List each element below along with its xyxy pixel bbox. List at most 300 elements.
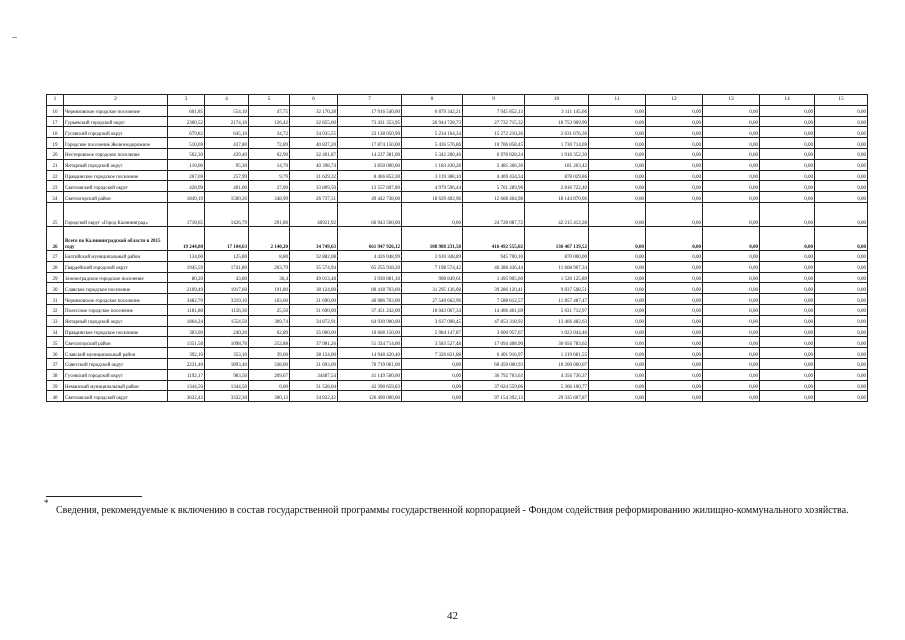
value-cell: 0,00 — [646, 272, 703, 283]
value-cell: 0,00 — [760, 261, 815, 272]
value-cell: 27,09 — [249, 181, 290, 192]
value-cell: 0,00 — [703, 348, 760, 359]
value-cell: 0,00 — [703, 226, 760, 250]
value-cell: 0,00 — [646, 294, 703, 305]
value-cell: 0,00 — [703, 369, 760, 380]
municipality-name: Гусевский городской округ — [64, 369, 168, 380]
value-cell: 3 111 145,66 — [525, 105, 589, 116]
value-cell: 34487,54 — [290, 369, 338, 380]
value-cell: 6 879 342,21 — [402, 105, 463, 116]
data-table — [46, 94, 868, 402]
value-cell: 1181,80 — [168, 304, 205, 315]
row-number: 17 — [47, 116, 64, 127]
value-cell: 46 986 763,00 — [338, 294, 402, 305]
value-cell: 72,89 — [249, 138, 290, 149]
value-cell: 0,00 — [703, 326, 760, 337]
value-cell: 338,00 — [249, 358, 290, 369]
table-row — [47, 348, 868, 359]
page-number: 42 — [447, 610, 458, 622]
value-cell: 0,00 — [815, 304, 868, 315]
value-cell: 64 930 900,00 — [338, 315, 402, 326]
value-cell: 4 469 434,34 — [463, 170, 525, 181]
row-number: 24 — [47, 192, 64, 203]
value-cell: 31 693,09 — [290, 358, 338, 369]
value-cell: 3332,30 — [205, 391, 249, 402]
municipality-name: Светловский городской округ — [64, 391, 168, 402]
value-cell: 0,00 — [703, 261, 760, 272]
value-cell: 43,80 — [205, 272, 249, 283]
row-number: 22 — [47, 170, 64, 181]
value-cell: 6 978 828,24 — [463, 148, 525, 159]
value-cell: 0,00 — [760, 391, 815, 402]
value-cell: 0,00 — [589, 116, 646, 127]
table-row — [47, 380, 868, 391]
value-cell: 46 388 436,44 — [463, 261, 525, 272]
value-cell: 0,00 — [760, 138, 815, 149]
header-cell: 11 — [589, 95, 646, 106]
value-cell: 39 286 120,41 — [463, 283, 525, 294]
footnote-separator — [46, 496, 142, 497]
value-cell: 17 104,63 — [205, 226, 249, 250]
value-cell: 0,00 — [646, 358, 703, 369]
value-cell: 18 629 402,96 — [402, 192, 463, 203]
value-cell: 0,00 — [589, 283, 646, 294]
value-cell: 14 948 420,40 — [338, 348, 402, 359]
table-row — [47, 358, 868, 369]
value-cell: 0,00 — [815, 369, 868, 380]
value-cell: 34 035,55 — [290, 127, 338, 138]
value-cell: 25,50 — [249, 304, 290, 315]
municipality-name: Черняховское городское поселение — [64, 105, 168, 116]
value-cell: 0,00 — [703, 337, 760, 348]
value-cell: 66 943 500,00 — [338, 202, 402, 226]
value-cell: 32 882,08 — [290, 250, 338, 261]
value-cell: 0,00 — [815, 326, 868, 337]
row-number: 33 — [47, 315, 64, 326]
value-cell: 38 124,00 — [290, 348, 338, 359]
value-cell: 240,20 — [205, 326, 249, 337]
row-number: 31 — [47, 294, 64, 305]
header-cell: 14 — [760, 95, 815, 106]
value-cell: 46921,92 — [290, 202, 338, 226]
value-cell: 60 459 000,93 — [463, 358, 525, 369]
row-number: 27 — [47, 250, 64, 261]
value-cell: 0,00 — [703, 192, 760, 203]
value-cell: 0,00 — [815, 148, 868, 159]
value-cell: 0,00 — [703, 116, 760, 127]
value-cell: 19 244,80 — [168, 226, 205, 250]
value-cell: 0,00 — [760, 127, 815, 138]
value-cell: 0,00 — [703, 272, 760, 283]
row-number: 18 — [47, 127, 64, 138]
header-cell: 9 — [463, 95, 525, 106]
value-cell: 7 945 852,13 — [463, 105, 525, 116]
value-cell: 37 451 242,00 — [338, 304, 402, 315]
value-cell: 0,00 — [646, 315, 703, 326]
value-cell: 0,00 — [402, 202, 463, 226]
value-cell: 0,00 — [589, 391, 646, 402]
value-cell: 0,00 — [646, 261, 703, 272]
value-cell: 33 809,50 — [290, 181, 338, 192]
value-cell: 1849,19 — [168, 192, 205, 203]
value-cell: 0,00 — [760, 315, 815, 326]
value-cell: 34 822,42 — [290, 391, 338, 402]
header-cell: 8 — [402, 95, 463, 106]
value-cell: 1718,65 — [168, 202, 205, 226]
value-cell: 0,00 — [815, 315, 868, 326]
value-cell: 0,00 — [646, 181, 703, 192]
value-cell: 2 610 348,89 — [402, 250, 463, 261]
value-cell: 3 119 388,10 — [402, 170, 463, 181]
value-cell: 0,00 — [703, 202, 760, 226]
value-cell: 267,69 — [168, 170, 205, 181]
value-cell: 0,00 — [703, 159, 760, 170]
table-row — [47, 369, 868, 380]
value-cell: 134,60 — [168, 250, 205, 261]
value-cell: 291,86 — [249, 202, 290, 226]
value-cell: 1192,17 — [168, 369, 205, 380]
value-cell: 0,00 — [815, 358, 868, 369]
value-cell: 108 988 231,58 — [402, 226, 463, 250]
value-cell: 27 732 715,32 — [463, 116, 525, 127]
value-cell: 645,10 — [205, 127, 249, 138]
value-cell: 0,00 — [646, 192, 703, 203]
value-cell: 13 557 607,80 — [338, 181, 402, 192]
value-cell: 41 149 500,00 — [338, 369, 402, 380]
value-cell: 0,00 — [760, 326, 815, 337]
header-cell: 4 — [205, 95, 249, 106]
header-cell: 6 — [290, 95, 338, 106]
row-number: 39 — [47, 380, 64, 391]
municipality-name: Славское городское поселение — [64, 283, 168, 294]
value-cell: 3 637 098,45 — [402, 315, 463, 326]
value-cell: 0,00 — [589, 369, 646, 380]
value-cell: 80 418 763,60 — [338, 283, 402, 294]
value-cell: 0,00 — [589, 202, 646, 226]
value-cell: 97 154 392,13 — [463, 391, 525, 402]
value-cell: 0,00 — [646, 138, 703, 149]
value-cell: 80,20 — [168, 272, 205, 283]
value-cell: 0,00 — [703, 304, 760, 315]
table-row — [47, 226, 868, 250]
value-cell: 126,42 — [249, 116, 290, 127]
value-cell: 7 588 612,57 — [463, 294, 525, 305]
value-cell: 0,00 — [815, 181, 868, 192]
row-number: 32 — [47, 304, 64, 315]
value-cell: 0,00 — [589, 159, 646, 170]
value-cell: 2109,49 — [168, 283, 205, 294]
value-cell: 5 366 100,77 — [525, 380, 589, 391]
value-cell: 0,00 — [703, 170, 760, 181]
value-cell: 0,00 — [815, 261, 868, 272]
value-cell: 502,30 — [168, 148, 205, 159]
value-cell: 661 947 926,12 — [338, 226, 402, 250]
value-cell: 0,00 — [703, 105, 760, 116]
value-cell: 3 930 881,10 — [338, 272, 402, 283]
value-cell: 0,00 — [760, 116, 815, 127]
value-cell: 0,00 — [249, 380, 290, 391]
value-cell: 37 981,26 — [290, 337, 338, 348]
value-cell: 3 583 527,48 — [402, 337, 463, 348]
value-cell: 0,00 — [402, 391, 463, 402]
value-cell: 17 094 408,90 — [463, 337, 525, 348]
value-cell: 14 237 381,00 — [338, 148, 402, 159]
municipality-name: Светлогорский район — [64, 192, 168, 203]
value-cell: 0,00 — [589, 304, 646, 315]
value-cell: 2300,52 — [168, 116, 205, 127]
value-cell: 7 198 574,42 — [402, 261, 463, 272]
value-cell: 0,00 — [815, 294, 868, 305]
value-cell: 0,00 — [815, 116, 868, 127]
value-cell: 14 406 461,69 — [463, 304, 525, 315]
value-cell: 1893,40 — [205, 358, 249, 369]
value-cell: 1 219 681,55 — [525, 348, 589, 359]
value-cell: 0,00 — [760, 148, 815, 159]
value-cell: 0,00 — [760, 337, 815, 348]
value-cell: 0,00 — [646, 250, 703, 261]
value-cell: 1945,59 — [168, 261, 205, 272]
value-cell: 1344,50 — [205, 380, 249, 391]
value-cell: 0,00 — [703, 315, 760, 326]
value-cell: 0,00 — [402, 380, 463, 391]
value-cell: 29 335 607,87 — [525, 391, 589, 402]
value-cell: 601,85 — [168, 105, 205, 116]
value-cell: 1741,80 — [205, 261, 249, 272]
header-cell: 10 — [525, 95, 589, 106]
value-cell: 34 872,91 — [290, 315, 338, 326]
value-cell: 18 144 870,06 — [525, 192, 589, 203]
municipality-name: Городской округ «Город Калининград» — [64, 202, 168, 226]
value-cell: 34,72 — [249, 127, 290, 138]
value-cell: 0,00 — [815, 380, 868, 391]
municipality-name: Черняховское городское поселение — [64, 294, 168, 305]
value-cell: 39,00 — [249, 348, 290, 359]
value-cell: 1 183 430,28 — [402, 159, 463, 170]
value-cell: 554,10 — [205, 105, 249, 116]
value-cell: 13 466 482,63 — [525, 315, 589, 326]
table-row — [47, 272, 868, 283]
municipality-name: Гвардейский городской округ — [64, 261, 168, 272]
table-row — [47, 138, 868, 149]
value-cell: 0,00 — [646, 348, 703, 359]
value-cell: 2 140,20 — [249, 226, 290, 250]
value-cell: 0,00 — [646, 369, 703, 380]
value-cell: 8,80 — [249, 250, 290, 261]
value-cell: 0,00 — [760, 192, 815, 203]
value-cell: 26 737,51 — [290, 192, 338, 203]
header-cell: 12 — [646, 95, 703, 106]
value-cell: 309,74 — [249, 315, 290, 326]
municipality-name: Городское поселение Железнодорожное — [64, 138, 168, 149]
value-cell: 5 436 576,86 — [402, 138, 463, 149]
value-cell: 9,79 — [249, 170, 290, 181]
row-number: 35 — [47, 337, 64, 348]
value-cell: 24 728 087,72 — [463, 202, 525, 226]
value-cell: 2231,40 — [168, 358, 205, 369]
table-row — [47, 326, 868, 337]
value-cell: 0,00 — [646, 159, 703, 170]
value-cell: 51 334 714,00 — [338, 337, 402, 348]
value-cell: 0,00 — [646, 105, 703, 116]
value-cell: 11 668 907,34 — [525, 261, 589, 272]
value-cell: 0,00 — [703, 358, 760, 369]
value-cell: 0,00 — [703, 294, 760, 305]
value-cell: 257,99 — [205, 170, 249, 181]
table-row — [47, 391, 868, 402]
value-cell: 416 492 555,02 — [463, 226, 525, 250]
value-cell: 5 031 712,97 — [525, 304, 589, 315]
value-cell: 0,00 — [589, 326, 646, 337]
value-cell: 31 690,00 — [290, 294, 338, 305]
municipality-name: Янтарный городской округ — [64, 315, 168, 326]
value-cell: 32 401,87 — [290, 148, 338, 159]
value-cell: 38 124,00 — [290, 283, 338, 294]
value-cell: 2174,10 — [205, 116, 249, 127]
value-cell: 47,75 — [249, 105, 290, 116]
value-cell: 0,00 — [646, 283, 703, 294]
value-cell: 42 215 412,28 — [525, 202, 589, 226]
value-cell: 0,00 — [646, 127, 703, 138]
header-cell: 13 — [703, 95, 760, 106]
value-cell: 0,00 — [815, 127, 868, 138]
value-cell: 0,00 — [760, 348, 815, 359]
value-cell: 1098,70 — [205, 337, 249, 348]
value-cell: 0,00 — [589, 181, 646, 192]
value-cell: 62,90 — [249, 148, 290, 159]
value-cell: 1917,60 — [205, 283, 249, 294]
table-row — [47, 294, 868, 305]
value-cell: 0,00 — [646, 226, 703, 250]
value-cell: 31 295 136,68 — [402, 283, 463, 294]
table-row — [47, 105, 868, 116]
row-number: 21 — [47, 159, 64, 170]
value-cell: 0,00 — [760, 170, 815, 181]
value-cell: 0,00 — [815, 250, 868, 261]
value-cell: 110,00 — [168, 159, 205, 170]
municipality-name: Правдинское городское поселение — [64, 326, 168, 337]
value-cell: 0,00 — [703, 138, 760, 149]
value-cell: 2 485 366,30 — [463, 159, 525, 170]
value-cell: 0,00 — [589, 272, 646, 283]
value-cell: 65 255 918,20 — [338, 261, 402, 272]
value-cell: 49 442 738,00 — [338, 192, 402, 203]
value-cell: 37 024 559,06 — [463, 380, 525, 391]
table-row — [47, 261, 868, 272]
table-row — [47, 304, 868, 315]
value-cell: 18 753 909,90 — [525, 116, 589, 127]
header-cell: 3 — [168, 95, 205, 106]
row-number: 29 — [47, 272, 64, 283]
value-cell: 126 490 000,00 — [338, 391, 402, 402]
municipality-name: Балтийский муниципальный район — [64, 250, 168, 261]
value-cell: 0,00 — [815, 159, 868, 170]
value-cell: 0,00 — [760, 380, 815, 391]
value-cell: 4 426 048,99 — [338, 250, 402, 261]
value-cell: 70 719 061,00 — [338, 358, 402, 369]
value-cell: 0,00 — [589, 315, 646, 326]
value-cell: 5 234 164,34 — [402, 127, 463, 138]
value-cell: 3 850 000,00 — [338, 159, 402, 170]
value-cell: 0,00 — [646, 391, 703, 402]
value-cell: 0,00 — [703, 148, 760, 159]
value-cell: 0,00 — [589, 226, 646, 250]
table-row — [47, 116, 868, 127]
value-cell: 181 203,42 — [525, 159, 589, 170]
value-cell: 0,00 — [589, 105, 646, 116]
value-cell: 0,00 — [646, 304, 703, 315]
value-cell: 34 749,63 — [290, 226, 338, 250]
value-cell: 125,80 — [205, 250, 249, 261]
value-cell: 95,30 — [205, 159, 249, 170]
value-cell: 1554,50 — [205, 315, 249, 326]
value-cell: 2 816 722,40 — [525, 181, 589, 192]
header-cell: 1 — [47, 95, 64, 106]
value-cell: 300,13 — [249, 391, 290, 402]
value-cell: 0,00 — [589, 261, 646, 272]
value-cell: 0,00 — [760, 358, 815, 369]
value-cell: 31 528,04 — [290, 380, 338, 391]
value-cell: 49 013,48 — [290, 272, 338, 283]
footnote-mark: * — [44, 498, 49, 508]
value-cell: 0,00 — [760, 272, 815, 283]
value-cell: 0,00 — [760, 283, 815, 294]
value-cell: 10 706 858,45 — [463, 138, 525, 149]
value-cell: 191,80 — [249, 283, 290, 294]
municipality-name: Неманский муниципальный район — [64, 380, 168, 391]
value-cell: 8 466 852,30 — [338, 170, 402, 181]
value-cell: 3 600 957,67 — [463, 326, 525, 337]
value-cell: 0,00 — [589, 250, 646, 261]
value-cell: 0,00 — [815, 337, 868, 348]
value-cell: 0,00 — [703, 283, 760, 294]
value-cell: 18 043 067,34 — [402, 304, 463, 315]
table-row — [47, 170, 868, 181]
value-cell: 348,99 — [249, 192, 290, 203]
value-cell: 36,4 — [249, 272, 290, 283]
value-cell: 353,10 — [205, 348, 249, 359]
value-cell: 0,00 — [646, 148, 703, 159]
value-cell: 47 853 318,92 — [463, 315, 525, 326]
value-cell: 15 272 210,26 — [463, 127, 525, 138]
value-cell: 10 608 150,00 — [338, 326, 402, 337]
value-cell: 0,00 — [646, 202, 703, 226]
value-cell: 1500,20 — [205, 192, 249, 203]
value-cell: 40 827,20 — [290, 138, 338, 149]
value-cell: 0,00 — [646, 116, 703, 127]
table-row — [47, 127, 868, 138]
value-cell: 0,00 — [815, 202, 868, 226]
table-row — [47, 202, 868, 226]
value-cell: 870 000,00 — [525, 250, 589, 261]
municipality-name: Полесское городское поселение — [64, 304, 168, 315]
municipality-name: Зеленоградское городское поселение — [64, 272, 168, 283]
value-cell: 428,09 — [168, 181, 205, 192]
municipality-name: Славский муниципальный район — [64, 348, 168, 359]
municipality-name: Нестеровское городское поселение — [64, 148, 168, 159]
value-cell: 252,88 — [249, 337, 290, 348]
value-cell: 0,00 — [815, 348, 868, 359]
value-cell: 0,00 — [589, 294, 646, 305]
value-cell: 1 495 905,60 — [463, 272, 525, 283]
table-row — [47, 337, 868, 348]
value-cell: 0,00 — [703, 181, 760, 192]
value-cell: 1 730 714,69 — [525, 138, 589, 149]
value-cell: 1 526 125,89 — [525, 272, 589, 283]
table-row — [47, 159, 868, 170]
value-cell: 983,50 — [205, 369, 249, 380]
value-cell: 0,00 — [589, 138, 646, 149]
value-cell: 0,00 — [589, 127, 646, 138]
